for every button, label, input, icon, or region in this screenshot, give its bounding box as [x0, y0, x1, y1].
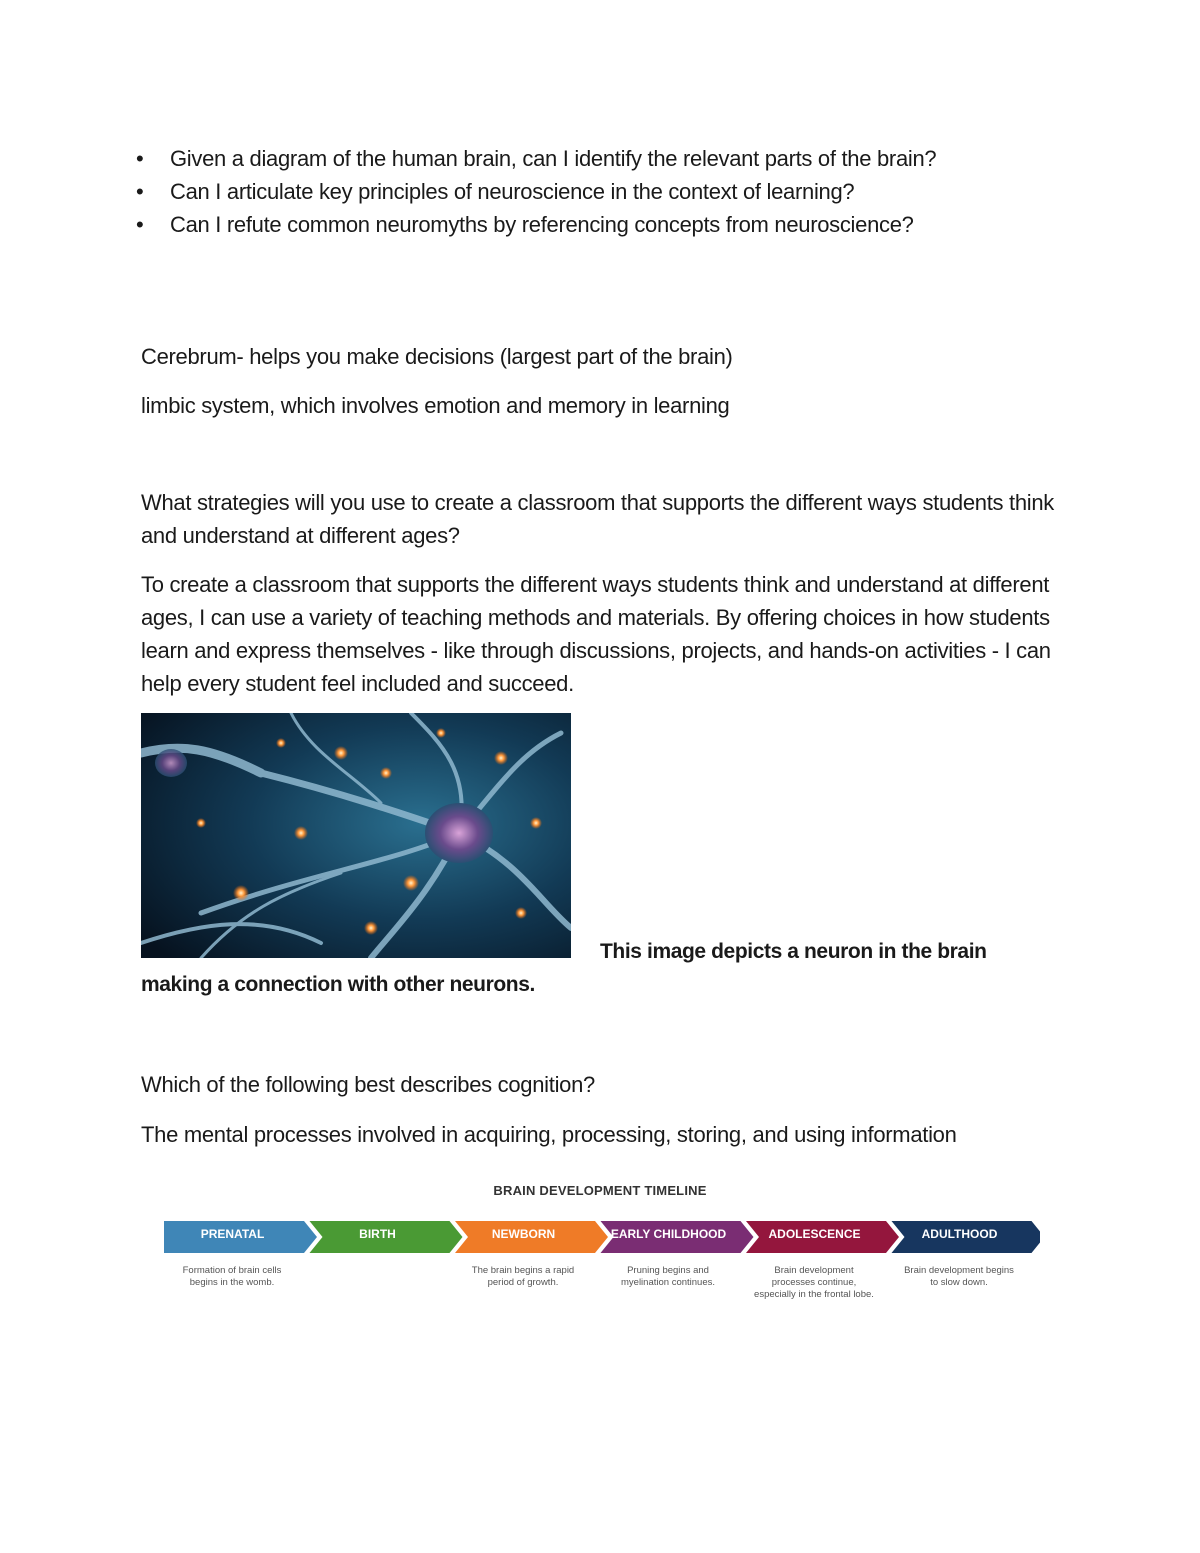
timeline-stage-label: BIRTH: [359, 1227, 396, 1241]
neuron-image: [141, 713, 571, 958]
timeline-stage-label: PRENATAL: [200, 1227, 265, 1241]
list-item: • Can I articulate key principles of neuroscience in the context of learning?: [130, 175, 936, 208]
strategies-question: What strategies will you use to create a classroom that supports the different ways students think and understand at different ages?: [141, 490, 1054, 548]
timeline-stage-label: ADOLESCENCE: [768, 1227, 861, 1241]
timeline-stage-label: NEWBORN: [491, 1227, 556, 1241]
cognition-answer: The mental processes involved in acquiring, processing, storing, and using information: [141, 1122, 957, 1147]
limbic-note: limbic system, which involves emotion and memory in learning: [141, 393, 730, 418]
timeline-stage-note: Formation of brain cells begins in the womb.: [182, 1265, 282, 1288]
cognition-question: Which of the following best describes cognition?: [141, 1072, 595, 1097]
timeline-stage-label: EARLY CHILDHOOD: [610, 1227, 727, 1241]
list-item: • Can I refute common neuromyths by referencing concepts from neuroscience?: [130, 208, 936, 241]
objectives-list: [130, 142, 936, 241]
image-caption-line2: making a connection with other neurons.: [141, 973, 535, 996]
image-caption-line1: This image depicts a neuron in the brain: [600, 940, 987, 963]
cerebrum-note: Cerebrum- helps you make decisions (largest part of the brain): [141, 344, 733, 369]
timeline-stage-note: The brain begins a rapid period of growth.: [471, 1265, 575, 1288]
timeline-stage-note: Brain development begins to slow down.: [904, 1265, 1014, 1288]
strategies-answer: To create a classroom that supports the different ways students think and understand at different ages, I can use a variety of teaching methods and materials. By offering choices in how students learn and express themselves - like through discussions, projects, and hands-on activities - I can help every student feel included and succeed.: [141, 572, 1051, 696]
timeline-stage-label: ADULTHOOD: [921, 1227, 998, 1241]
list-item: • Given a diagram of the human brain, can I identify the relevant parts of the brain?: [130, 142, 936, 175]
timeline-title: BRAIN DEVELOPMENT TIMELINE: [493, 1183, 707, 1198]
timeline-stage-note: Pruning begins and myelination continues.: [621, 1265, 715, 1288]
brain-development-timeline: [160, 1183, 1040, 1323]
timeline-stage-note: Brain development processes continue, especially in the frontal lobe.: [754, 1265, 874, 1300]
